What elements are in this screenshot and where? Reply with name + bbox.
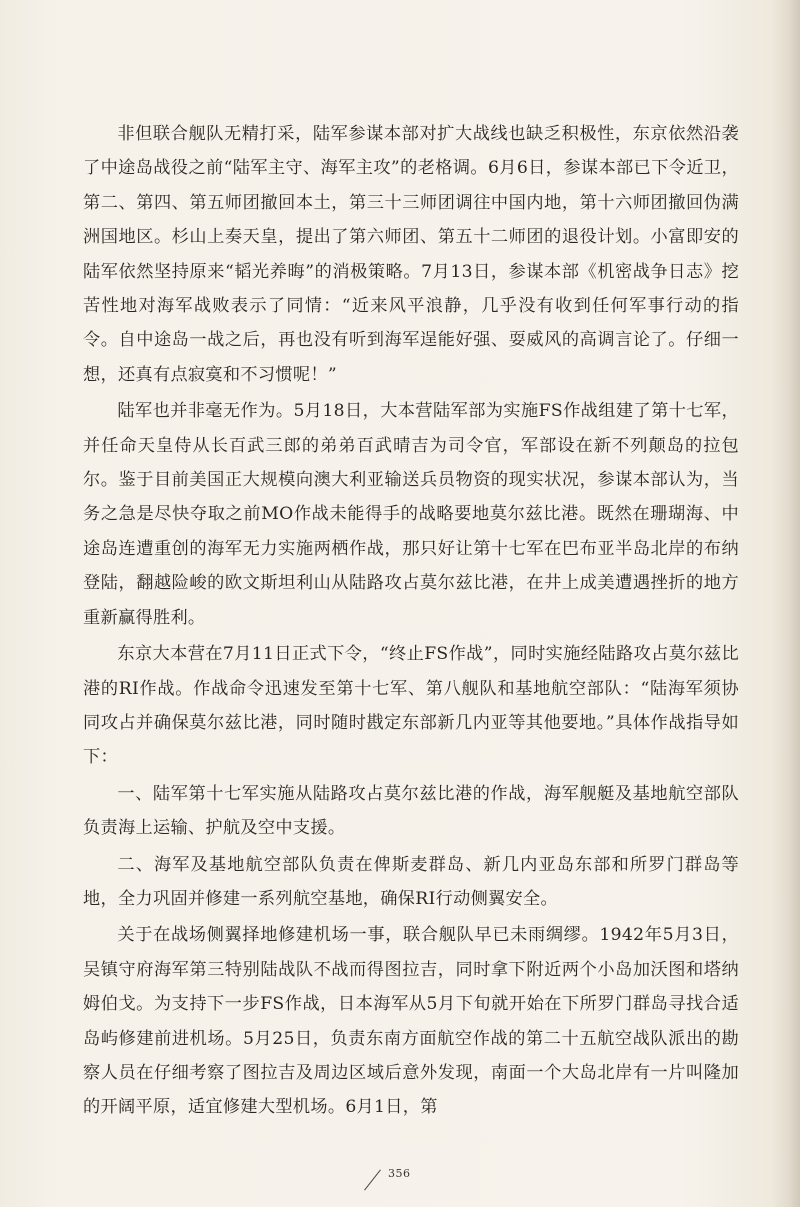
page-number: 356 — [388, 1167, 411, 1180]
body-text — [83, 117, 739, 1125]
paragraph-5: 二、海军及基地航空部队负责在俾斯麦群岛、新几内亚岛东部和所罗门群岛等地，全力巩固并修建一系列航空基地，确保RI行动侧翼安全。 — [83, 854, 739, 909]
paragraph-4: 一、陆军第十七军实施从陆路攻占莫尔兹比港的作战，海军舰艇及基地航空部队负责海上运输、护航及空中支援。 — [83, 783, 739, 839]
paragraph-2: 陆军也并非毫无作为。5月18日，大本营陆军部为实施FS作战组建了第十七军，并任命天皇侍从长百武三郎的弟弟百武晴吉为司令官，军部设在新不列颠岛的拉包尔。鉴于目前美国正大规模向澳大利亚输送兵员物资的现实状况，参谋本部认为，当务之急是尽快夺取之前MO作战未能得手的战略要地莫尔兹比港。既然在珊瑚海、中途岛连遭重创的海军无力实施两栖作战，那只好让第十七军在巴布亚半岛北岸的布纳登陆，翻越险峻的欧文斯坦利山从陆路攻占莫尔兹比港，在井上成美遭遇挫折的地方重新赢得胜利。 — [83, 401, 739, 628]
page-footer — [368, 1165, 428, 1195]
paragraph-3: 东京大本营在7月11日正式下令，“终止FS作战”，同时实施经陆路攻占莫尔兹比港的RI作战。作战命令迅速发至第十七军、第八舰队和基地航空部队：“陆海军须协同攻占并确保莫尔兹比港，同时随时戡定东部新几内亚等其他要地。”具体作战指导如下： — [83, 644, 739, 768]
footer-slash-decoration — [364, 1169, 381, 1190]
paragraph-6: 关于在战场侧翼择地修建机场一事，联合舰队早已未雨绸缪。1942年5月3日，吴镇守府海军第三特别陆战队不战而得图拉吉，同时拿下附近两个小岛加沃图和塔纳姆伯戈。为支持下一步FS作战，日本海军从5月下旬就开始在下所罗门群岛寻找合适岛屿修建前进机场。5月25日，负责东南方面航空作战的第二十五航空战队派出的勘察人员在仔细考察了图拉吉及周边区域后意外发现，南面一个大岛北岸有一片叫隆加的开阔平原，适宜修建大型机场。6月1日，第 — [83, 925, 739, 1118]
paragraph-1: 非但联合舰队无精打采，陆军参谋本部对扩大战线也缺乏积极性，东京依然沿袭了中途岛战役之前“陆军主守、海军主攻”的老格调。6月6日，参谋本部已下令近卫，第二、第四、第五师团撤回本土，第三十三师团调往中国内地，第十六师团撤回伪满洲国地区。杉山上奏天皇，提出了第六师团、第五十二师团的退役计划。小富即安的陆军依然坚持原来“韬光养晦”的消极策略。7月13日，参谋本部《机密战争日志》挖苦性地对海军战败表示了同情：“近来风平浪静，几乎没有收到任何军事行动的指令。自中途岛一战之后，再也没有听到海军逞能好强、耍威风的高调言论了。仔细一想，还真有点寂寞和不习惯呢！” — [83, 124, 739, 385]
page-edge-shadow — [772, 0, 800, 1207]
